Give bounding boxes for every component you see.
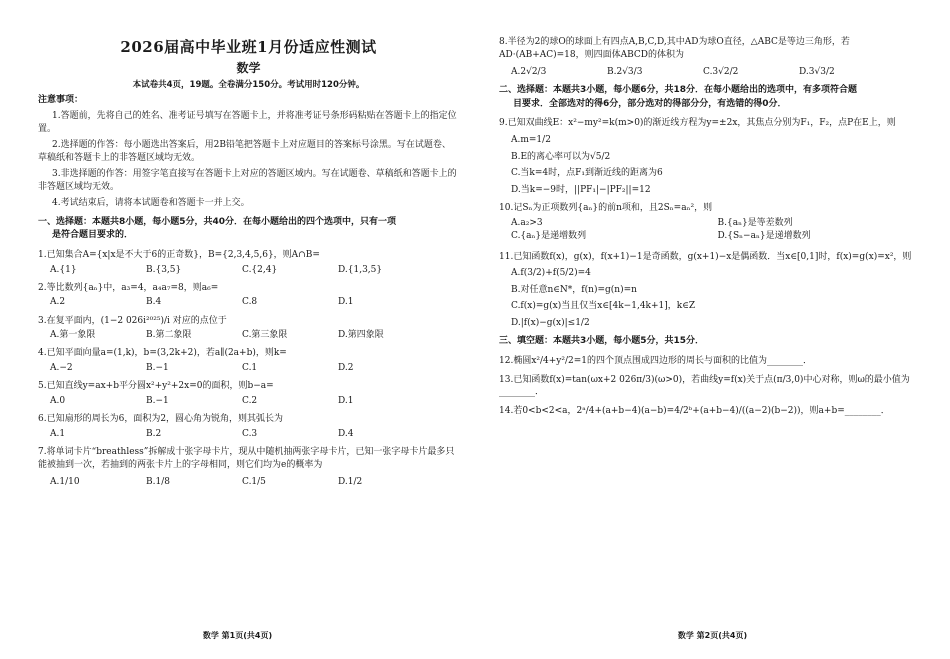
section-2-heading-line2: 目要求．全部选对的得6分，部分选对的得部分分，有选错的得0分． — [513, 98, 787, 109]
section-2-heading-line1: 二、选择题：本题共3小题，每小题6分，共18分．在每小题给出的选项中，有多项符合题 — [499, 85, 858, 96]
option: D.2 — [338, 363, 354, 374]
option: B.4 — [146, 297, 162, 308]
option: C.2 — [242, 395, 258, 406]
question-11: 11.已知函数f(x)，g(x)，f(x+1)−1是奇函数，g(x+1)−x是偶函数．当x∈[0,1]时，f(x)=g(x)=x²，则 — [499, 251, 912, 262]
option: C.1/5 — [242, 477, 266, 488]
page-footer-right: 数学 第2页(共4页) — [677, 631, 748, 640]
option: C.{aₙ}是递增数列 — [511, 231, 587, 242]
question-1: 1.已知集合A={x|x是不大于6的正奇数}，B={2,3,4,5,6}，则A∩B= — [38, 249, 320, 260]
notice-3: 3.非选择题的作答：用签字笔直接写在答题卡上对应的答题区域内。写在试题卷、草稿纸和答题卡上的非答题区域均无效。 — [38, 168, 457, 192]
question-13: 13.已知函数f(x)=tan(ωx+2 026π/3)(ω>0)，若曲线y=f(x)关于点(π/3,0)中心对称，则ω的最小值为________． — [499, 374, 910, 398]
exam-info: 本试卷共4页，19题。全卷满分150分。考试用时120分钟。 — [132, 79, 365, 90]
question-14: 14.若0<b<2<a，2ᵃ/4+(a+b−4)(a−b)=4/2ᵇ+(a+b−4)/((a−2)(b−2))，则a+b=________． — [499, 405, 890, 416]
question-6: 6.已知扇形的周长为6，面积为2，圆心角为锐角，则其弧长为 — [38, 414, 284, 425]
option: C.f(x)=g(x)当且仅当x∈[4k−1,4k+1]，k∈Z — [511, 301, 696, 312]
option: A.f(3/2)+f(5/2)=4 — [511, 268, 591, 279]
question-1-options — [38, 265, 459, 276]
option: B.2√3/3 — [607, 67, 643, 78]
notice-1: 1.答题前，先将自己的姓名、准考证号填写在答题卡上，并将准考证号条形码粘贴在答题卡上的指定位置。 — [38, 110, 457, 134]
option: A.1 — [50, 428, 66, 439]
option: D.1 — [338, 297, 354, 308]
option: B.第二象限 — [146, 330, 192, 341]
option: A.2√2/3 — [511, 67, 547, 78]
question-5-options — [38, 396, 459, 407]
option: B.2 — [146, 428, 162, 439]
option: D.1 — [338, 395, 354, 406]
option: A.2 — [50, 297, 66, 308]
question-12: 12.椭圆x²/4+y²/2=1的四个顶点围成四边形的周长与面积的比值为________． — [499, 355, 813, 366]
question-5: 5.已知直线y=ax+b平分圆x²+y²+2x=0的面积，则b−a= — [38, 381, 274, 392]
option: B.{aₙ}是等差数列 — [717, 218, 793, 228]
option: C.8 — [242, 297, 258, 308]
notice-4: 4.考试结束后，请将本试题卷和答题卡一并上交。 — [52, 197, 250, 208]
option: D.3√3/2 — [799, 67, 835, 78]
question-3: 3.在复平面内，(1−2 026i²⁰²⁵)/i 对应的点位于 — [38, 315, 227, 326]
option: D.|f(x)−g(x)|≤1/2 — [511, 317, 590, 328]
section-2-heading — [499, 84, 924, 111]
option: C.3 — [242, 428, 258, 439]
question-4: 4.已知平面向量a=(1,k)，b=(3,2k+2)，若a∥(2a+b)，则k= — [38, 348, 287, 359]
option: D.1/2 — [338, 477, 363, 488]
option: A.1/10 — [50, 477, 80, 488]
question-7: 7.将单词卡片“breathless”拆解成十张字母卡片，现从中随机抽两张字母卡片，已知一张字母卡片最多只能被抽到一次，若抽到的两张卡片上的字母相同，则它们均为e的概率为 — [38, 447, 455, 470]
question-2-options — [38, 297, 459, 308]
question-8: 8.半径为2的球O的球面上有四点A,B,C,D,其中AD为球O直径，△ABC是等边三角形，若AD·(AB+AC)=18，则四面体ABCD的体积为 — [499, 37, 850, 60]
option: D.第四象限 — [338, 330, 384, 341]
question-8-options — [499, 67, 924, 78]
option: A.0 — [50, 395, 66, 406]
option: C.当k=4时，点F₁到渐近线的距离为6 — [511, 168, 663, 179]
section-1-heading — [38, 216, 459, 243]
option: B.对任意n∈N*，f(n)=g(n)=n — [511, 284, 637, 295]
question-7-options — [38, 477, 459, 488]
option: A.第一象限 — [50, 330, 96, 341]
option: A.{1} — [50, 264, 77, 275]
option: A.a₂>3 — [511, 218, 543, 228]
exam-subject: 数学 — [236, 60, 261, 75]
section-3-heading: 三、填空题：本题共3小题，每小题5分，共15分． — [499, 336, 705, 347]
option: A.−2 — [50, 363, 73, 374]
option: B.{3,5} — [146, 264, 182, 275]
option: D.当k=−9时，||PF₁|−|PF₂||=12 — [511, 184, 651, 195]
option: C.3√2/2 — [703, 67, 739, 78]
section-1-heading-line1: 一、选择题：本题共8小题，每小题5分，共40分．在每小题给出的四个选项中，只有一项 — [38, 216, 397, 227]
option: D.{1,3,5} — [338, 264, 383, 275]
option: B.1/8 — [146, 477, 170, 488]
notice-heading: 注意事项： — [38, 95, 84, 106]
notice-2: 2.选择题的作答：每小题选出答案后，用2B铅笔把答题卡上对应题目的答案标号涂黑。写在试题卷、草稿纸和答题卡上的非答题区域均无效。 — [38, 139, 451, 163]
question-3-options — [38, 330, 459, 341]
option: B.−1 — [146, 363, 169, 374]
option: A.m=1/2 — [511, 135, 551, 146]
option: B.−1 — [146, 395, 169, 406]
option: C.{2,4} — [242, 264, 278, 275]
question-6-options — [38, 429, 459, 440]
question-9: 9.已知双曲线E：x²−my²=k(m>0)的渐近线方程为y=±2x，其焦点分别为F₁，F₂，点P在E上，则 — [499, 118, 896, 129]
option: C.第三象限 — [242, 330, 288, 341]
option: D.4 — [338, 428, 354, 439]
option: D.{Sₙ−aₙ}是递增数列 — [717, 231, 811, 242]
page-footer-left: 数学 第1页(共4页) — [202, 631, 273, 640]
question-10-options — [499, 218, 924, 245]
section-1-heading-line2: 是符合题目要求的． — [52, 230, 134, 241]
question-2: 2.等比数列{aₙ}中，a₃=4，a₄a₇=8，则a₆= — [38, 282, 219, 293]
option: B.E的离心率可以为√5/2 — [511, 151, 611, 162]
question-4-options — [38, 363, 459, 374]
option: C.1 — [242, 363, 258, 374]
question-10: 10.记Sₙ为正项数列{aₙ}的前n项和，且2Sₙ=aₙ²，则 — [499, 203, 713, 214]
exam-title: 2026届高中毕业班1月份适应性测试 — [120, 38, 377, 56]
page-right — [475, 0, 950, 659]
